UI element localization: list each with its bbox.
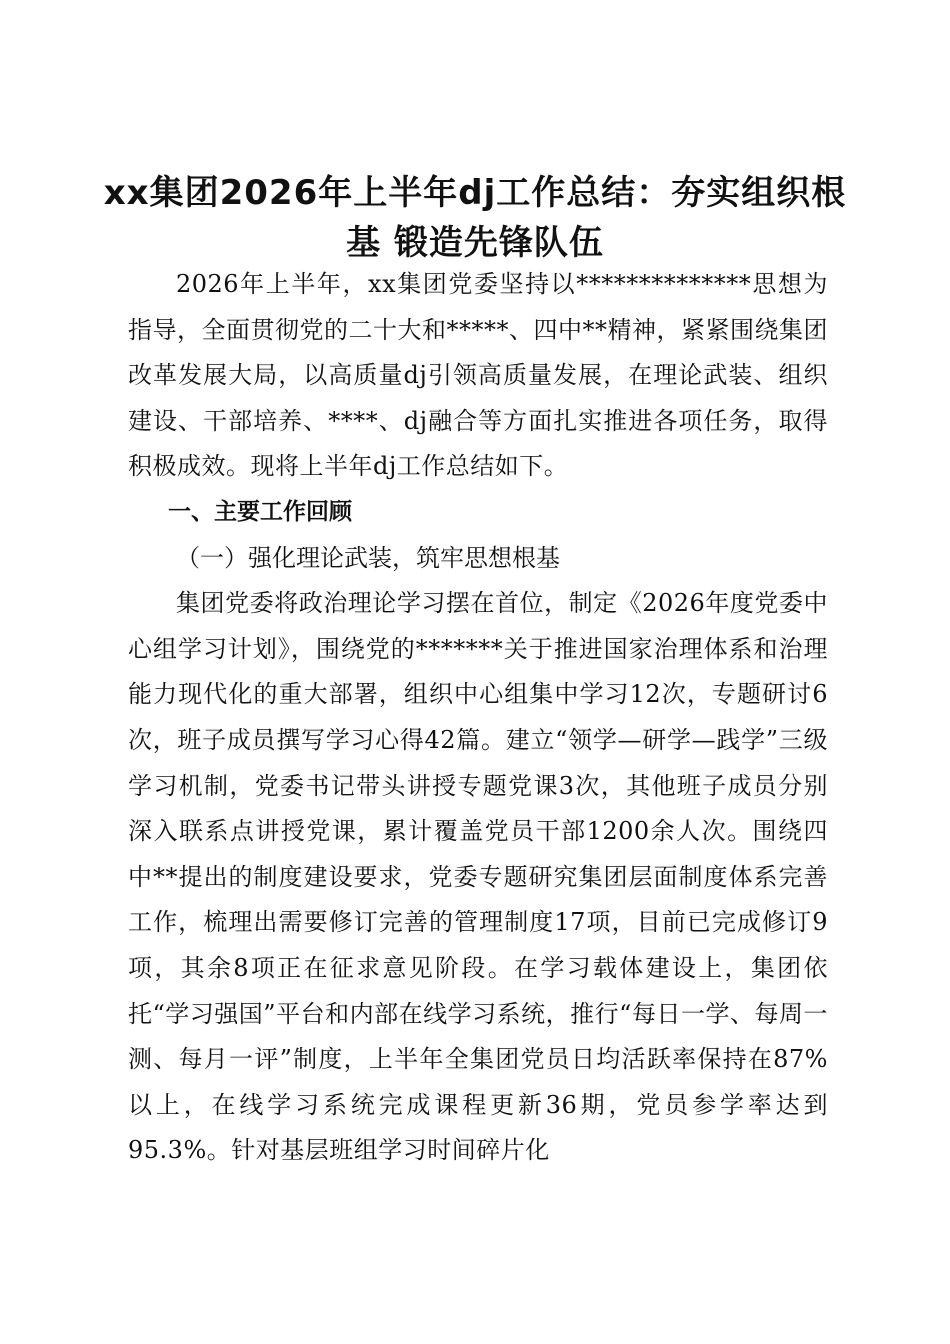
subsection-heading: （一）强化理论武装，筑牢思想根基 [176,543,560,572]
section-heading: 一、主要工作回顾 [168,498,352,525]
intro-paragraph: 2026年上半年，xx集团党委坚持以**************思想为指导，全面贯彻党的二十大和*****、四中**精神，紧紧围绕集团改革发展大局，以高质量dj引领高质量发展，在理论武装、组织建设、干部培养、****、dj融合等方面扎实推进各项任务，取得积极成效。现将上半年dj工作总结如下。 [128,270,828,481]
document-body [128,262,828,1174]
subsection-paragraph: 集团党委将政治理论学习摆在首位，制定《2026年度党委中心组学习计划》，围绕党的*******关于推进国家治理体系和治理能力现代化的重大部署，组织中心组集中学习12次，专题研讨6次，班子成员撰写学习心得42篇。建立“领学—研学—践学”三级学习机制，党委书记带头讲授专题党课3次，其他班子成员分别深入联系点讲授党课，累计覆盖党员干部1200余人次。围绕四中**提出的制度建设要求，党委专题研究集团层面制度体系完善工作，梳理出需要修订完善的管理制度17项，目前已完成修订9项，其余8项正在征求意见阶段。在学习载体建设上，集团依托“学习强国”平台和内部在线学习系统，推行“每日一学、每周一测、每月一评”制度，上半年全集团党员日均活跃率保持在87%以上，在线学习系统完成课程更新36期，党员参学率达到95.3%。针对基层班组学习时间碎片化 [128,589,828,1165]
document-title: xx集团2026年上半年dj工作总结：夯实组织根基 锻造先锋队伍 [103,173,847,263]
